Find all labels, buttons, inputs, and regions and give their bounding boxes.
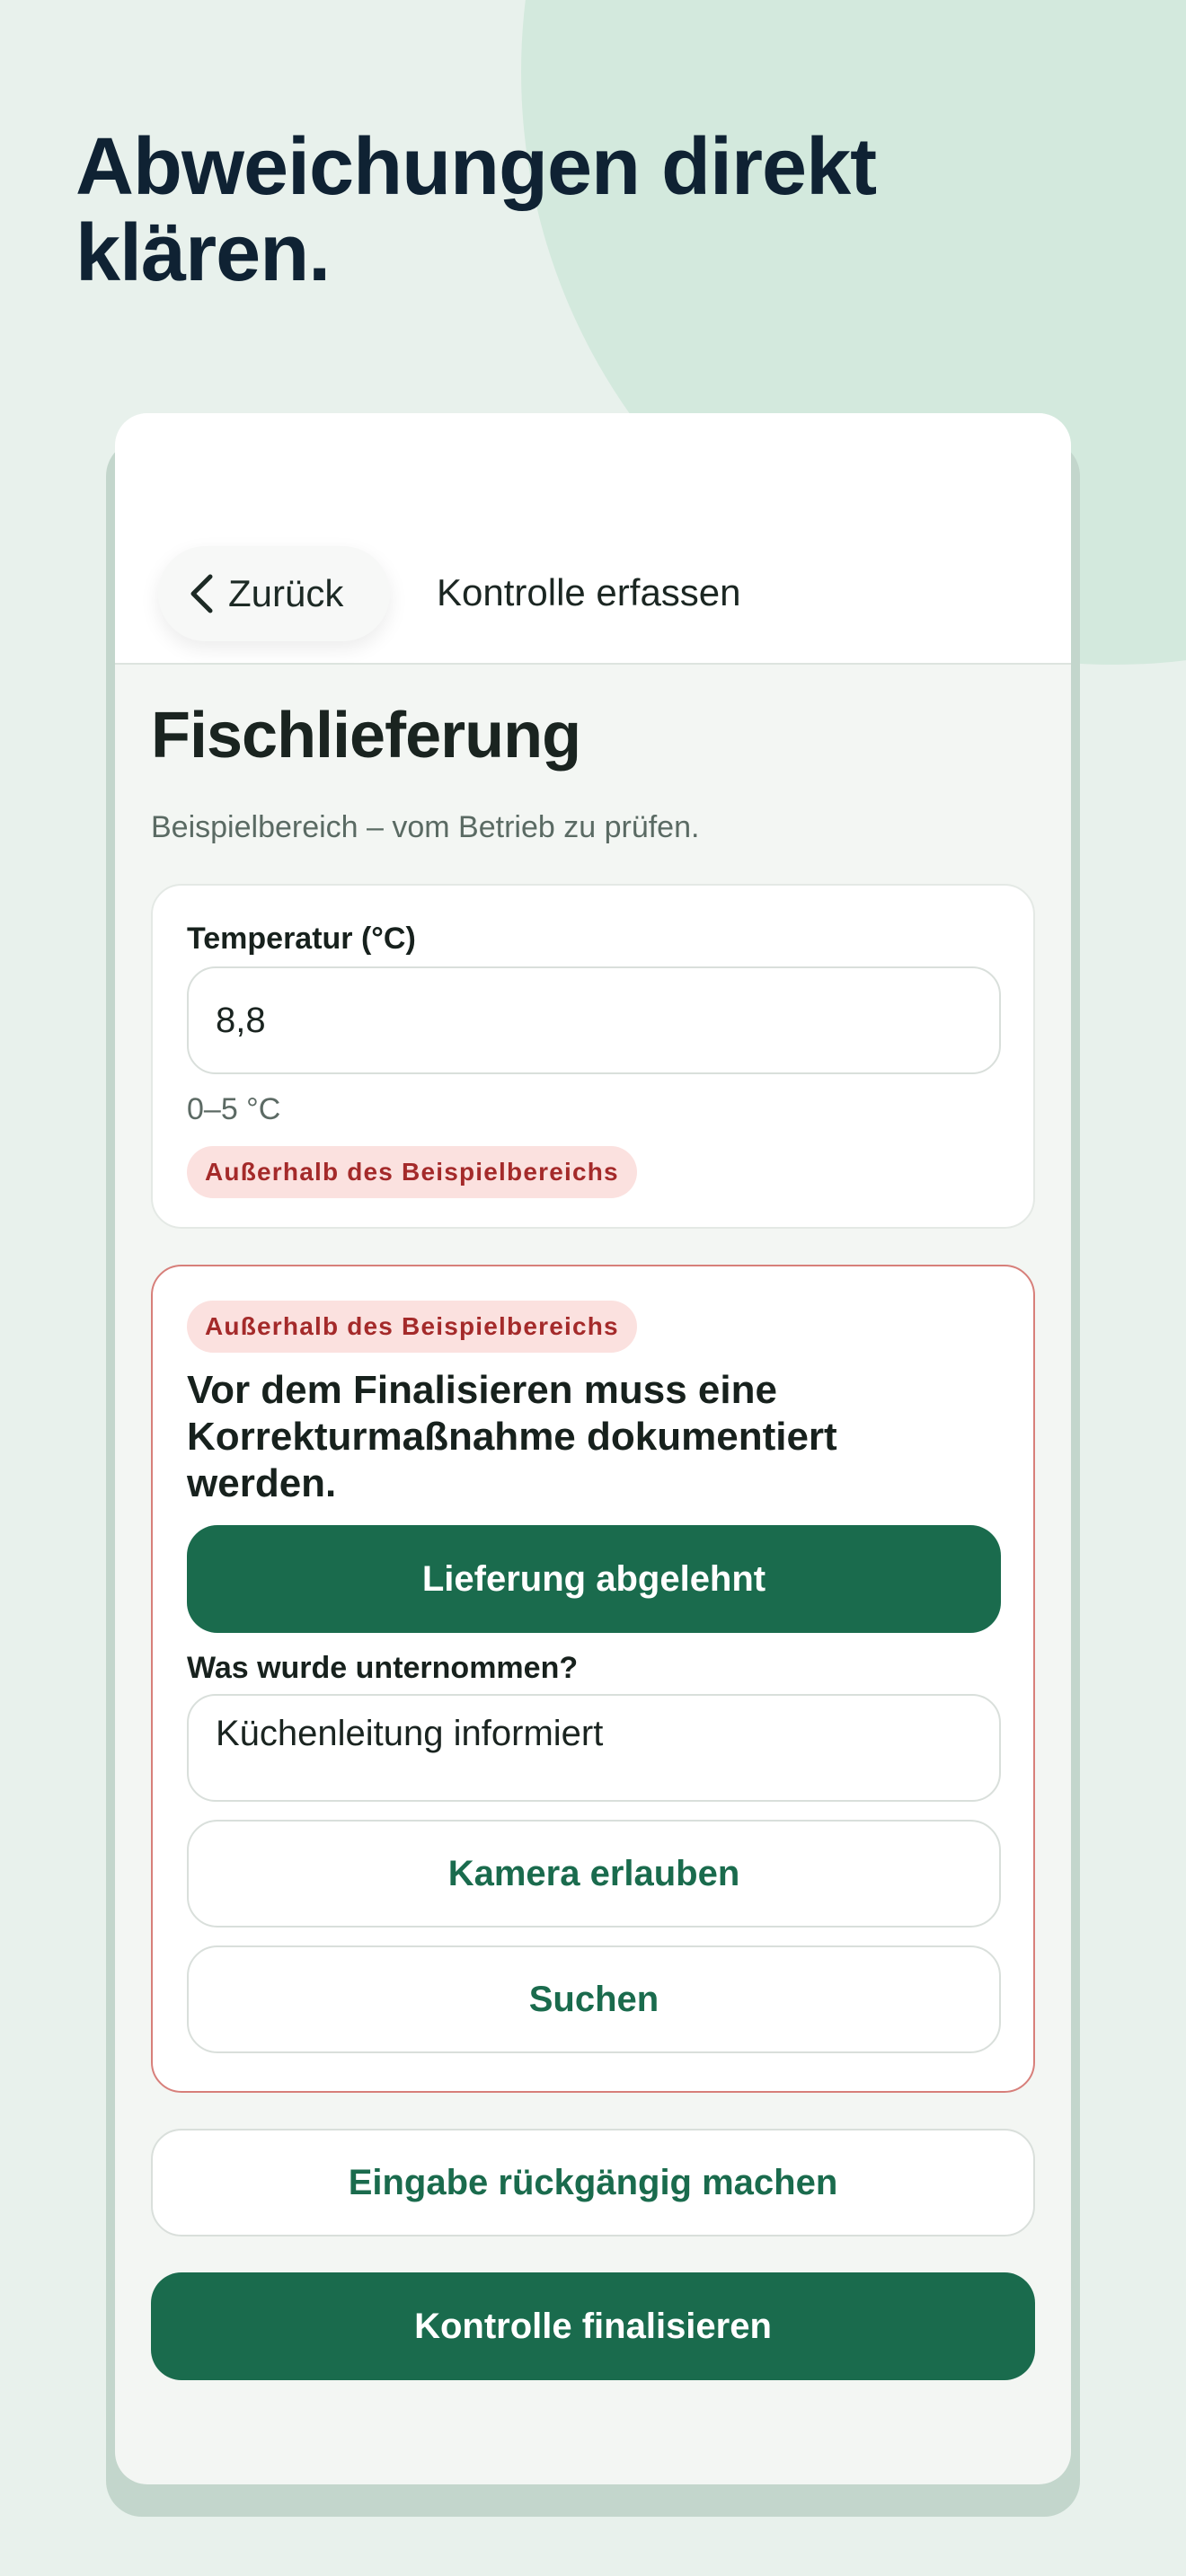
navigation-bar [115, 413, 1071, 665]
out-of-range-badge: Außerhalb des Beispielbereichs [187, 1146, 637, 1198]
corrective-action-card [151, 1265, 1035, 2093]
temperature-input[interactable]: 8,8 [187, 966, 1001, 1074]
corrective-action-message: Vor dem Finalisieren muss eine Korrekturmaßnahme dokumentiert werden. [187, 1368, 837, 1505]
back-button-label: Zurück [228, 572, 344, 614]
page-subtitle: Beispielbereich – vom Betrieb zu prüfen. [151, 810, 700, 844]
marketing-headline: Abweichungen direkt klären. [75, 122, 877, 298]
corrective-out-of-range-badge: Außerhalb des Beispielbereichs [187, 1301, 637, 1353]
temperature-card [151, 884, 1035, 1229]
finalize-control-button[interactable]: Kontrolle finalisieren [151, 2272, 1035, 2380]
undo-entry-button[interactable]: Eingabe rückgängig machen [151, 2129, 1035, 2236]
action-question-label: Was wurde unternommen? [187, 1651, 579, 1685]
nav-title: Kontrolle erfassen [437, 571, 741, 613]
page-title: Fischlieferung [151, 700, 581, 772]
delivery-rejected-button[interactable]: Lieferung abgelehnt [187, 1525, 1001, 1633]
chevron-left-icon [187, 573, 216, 614]
back-button[interactable] [158, 546, 390, 641]
temperature-range-hint: 0–5 °C [187, 1092, 281, 1126]
allow-camera-button[interactable]: Kamera erlauben [187, 1820, 1001, 1928]
search-button[interactable]: Suchen [187, 1945, 1001, 2053]
temperature-label: Temperatur (°C) [187, 922, 416, 956]
action-taken-field[interactable]: Küchenleitung informiert [187, 1694, 1001, 1802]
app-screen [115, 413, 1071, 2484]
